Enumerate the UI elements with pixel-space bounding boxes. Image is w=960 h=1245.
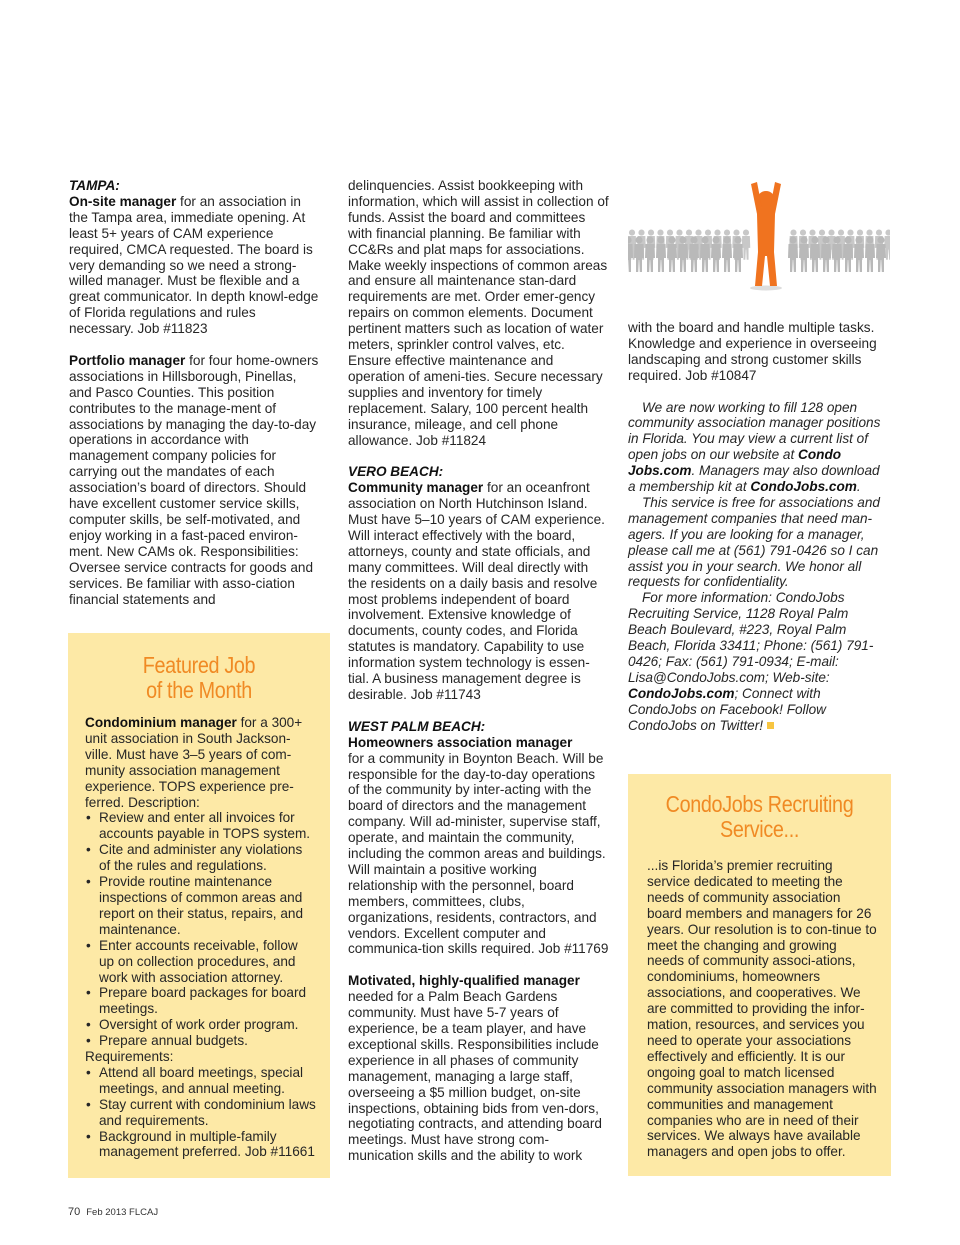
section-heading-west-palm-beach: WEST PALM BEACH: <box>348 718 486 734</box>
list-item: • Stay current with condominium laws and requirements. <box>85 1097 316 1129</box>
continued-text: delinquencies. Assist bookkeeping with information, which will assist in collection of funds. Assist the board and committees with financial planning. Be familiar with CC&Rs and plat maps for associations. Make weekly inspections of common areas and ensure all maintenance stan-dard requirements are met. Order emer-gency repairs on common elements. Document pertinent matters such as location of water meters, sprinkler control valves, etc. Ensure effective maintenance and operation of ameni-ties. Secure necessary supplies and inventory for timely replacement. Salary, 100 percent health insurance, mileage, and cell phone allowance. Job #11824 <box>348 178 609 448</box>
recruiting-service-title: CondoJobs Recruiting Service... <box>665 791 854 842</box>
page-footer <box>68 1205 158 1221</box>
job-listing-portfolio-manager <box>69 353 321 608</box>
list-item: • Prepare board packages for board meetings. <box>85 985 316 1017</box>
column-left <box>69 178 321 607</box>
figure-shadow <box>750 286 782 291</box>
job-description-hoa-manager: for a community in Boynton Beach. Will be responsible for the day-to-day operations of the community by inter-acting with the board of directors and the management company. Will ad-minister, supervise staff, operate, and maintain the community, including the common areas and buildings. Will maintain a positive working relationship with the personnel, board members, committees, clubs, organizations, residents, contractors, and vendors. Excellent computer and communica-tion skills required. Job #11769 <box>348 750 609 957</box>
crowd-with-raised-orange-figure-icon <box>628 178 890 320</box>
website-link[interactable]: CondoJobs.com <box>628 685 735 701</box>
job-description: for an oceanfront association on North Hutchinson Island. Must have 5–10 years of CAM experience. Will interact effectively with the board, attorneys, county and state officials, and many committees. Will deal directly with the residents on a daily basis and resolve most problems independent of board involvement. Extensive knowledge of documents, county codes, and Florida statutes is mandatory. Capability to use information system technology is essen-tial. A business management degree is desirable. Job #11743 <box>348 480 605 702</box>
job-title: Community manager <box>348 480 484 496</box>
job-title: Condominium manager <box>85 715 237 730</box>
job-description: for a 300+ unit association in South Jackson-ville. Must have 3–5 years of com-munity association management experience. TOPS experience pre-ferred. Description: <box>85 715 303 810</box>
end-mark-icon <box>767 722 774 729</box>
list-item: • Review and enter all invoices for accounts payable in TOPS system. <box>85 810 316 842</box>
note-open-positions: We are now working to fill 128 open community association manager positions in Florida. You may view a current list of open jobs on our website at Condo Jobs.com. Managers may also download a membership kit at CondoJobs.com. <box>628 399 881 495</box>
list-item: • Background in multiple-family management preferred. Job #11661 <box>85 1129 316 1161</box>
job-title-motivated-manager: Motivated, highly-qualified manager <box>348 973 580 989</box>
column-middle <box>348 178 610 1164</box>
list-item: • Provide routine maintenance inspections of common areas and report on their status, repairs, and maintenance. <box>85 874 316 938</box>
job-title-hoa-manager: Homeowners association manager <box>348 734 573 750</box>
featured-job-lead <box>85 715 316 810</box>
raised-figure <box>751 182 781 286</box>
website-link[interactable]: Condo Jobs.com <box>628 447 842 479</box>
recruiting-service-text: ...is Florida’s premier recruiting service dedicated to meeting the needs of community association board members and managers for 26 years. Our resolution is to con-tinue to meet the changing and growing needs of community associ-ations, condominiums, homeowners associations, and cooperatives. We are committed to providing the infor-mation, resources, and services you need to operate your associations effectively and efficiently. It is our ongoing goal to match licensed community association managers with communities and management companies who are in need of their services. We always have available managers and open jobs to offer. <box>647 858 877 1160</box>
list-item: • Enter accounts receivable, follow up on collection procedures, and work with association attorney. <box>85 938 316 986</box>
list-item: • Cite and administer any violations of the rules and regulations. <box>85 842 316 874</box>
note-free-service: This service is free for associations and management companies that need man-agers. If you are looking for a manager, please call me at (561) 791-0426 so I can assist you in your search. We honor all requests for confidentiality. <box>628 494 880 590</box>
featured-job-title: Featured Job of the Month <box>142 652 256 703</box>
page-number: 70 <box>68 1206 81 1218</box>
list-item: • Prepare annual budgets. <box>85 1033 316 1049</box>
requirements-label: Requirements: <box>85 1049 174 1065</box>
job-description: for four home-owners associations in Hillsborough, Pinellas, and Pasco Counties. This position contributes to the manage-ment of associations by managing the day-to-day operations in accordance with management company policies for carrying out the mandates of each association’s board of directors. Should have excellent customer service skills, computer skills, be self-motivated, and enjoy working in a fast-paced environ-ment. New CAMs ok. Responsibilities: Oversee service contracts for goods and services. Be familiar with asso-ciation financial statements and <box>69 352 319 607</box>
job-title: Portfolio manager <box>69 352 186 368</box>
job-description: for an association in the Tampa area, immediate opening. At least 5+ years of CAM experience required, CMCA requested. The board is very demanding so we need a strong-willed manager. Must be flexible and a great communicator. In depth knowl-edge of Florida regulations and rules necessary. Job #11823 <box>69 193 319 337</box>
website-link[interactable]: CondoJobs.com <box>750 479 857 495</box>
section-heading-vero-beach: VERO BEACH: <box>348 464 444 480</box>
issue-label: Feb 2013 FLCAJ <box>86 1207 159 1218</box>
section-heading-tampa: TAMPA: <box>69 178 120 193</box>
job-listing-community-manager <box>348 480 610 703</box>
note-contact-info: For more information: CondoJobs Recruiting Service, 1128 Royal Palm Beach Boulevard, #223, Royal Palm Beach, Florida 33411; Phone: (561) 791-0426; Fax: (561) 791-0934; E-mail: Lisa@CondoJobs.com; Web-site: CondoJobs.com; Connect with CondoJobs on Facebook! Follow CondoJobs on Twitter! <box>628 590 874 733</box>
job-description-motivated-manager: needed for a Palm Beach Gardens community. Must have 5-7 years of experience, be a team player, and have exceptional skills. Responsibilities include experience in all phases of community management, managing a large staff, overseeing a $5 million budget, on-site inspections, obtaining bids from ven-dors, negotiating contracts, and attending board meetings. Must have strong com-munication skills and the ability to work <box>348 989 602 1164</box>
description-list <box>85 810 316 1049</box>
job-title: On-site manager <box>69 193 177 209</box>
list-item: • Attend all board meetings, special meetings, and annual meeting. <box>85 1065 316 1097</box>
recruiting-service-box <box>628 774 891 1176</box>
continued-text: with the board and handle multiple tasks. Knowledge and experience in overseeing landscaping and strong customer skills required. Job #10847 <box>628 320 877 383</box>
column-right <box>628 320 890 734</box>
crowd-person-icon <box>742 230 751 260</box>
list-item: • Oversight of work order program. <box>85 1017 316 1033</box>
featured-job-box <box>68 633 330 1178</box>
requirements-list <box>85 1065 316 1160</box>
job-listing-onsite-manager <box>69 194 321 337</box>
